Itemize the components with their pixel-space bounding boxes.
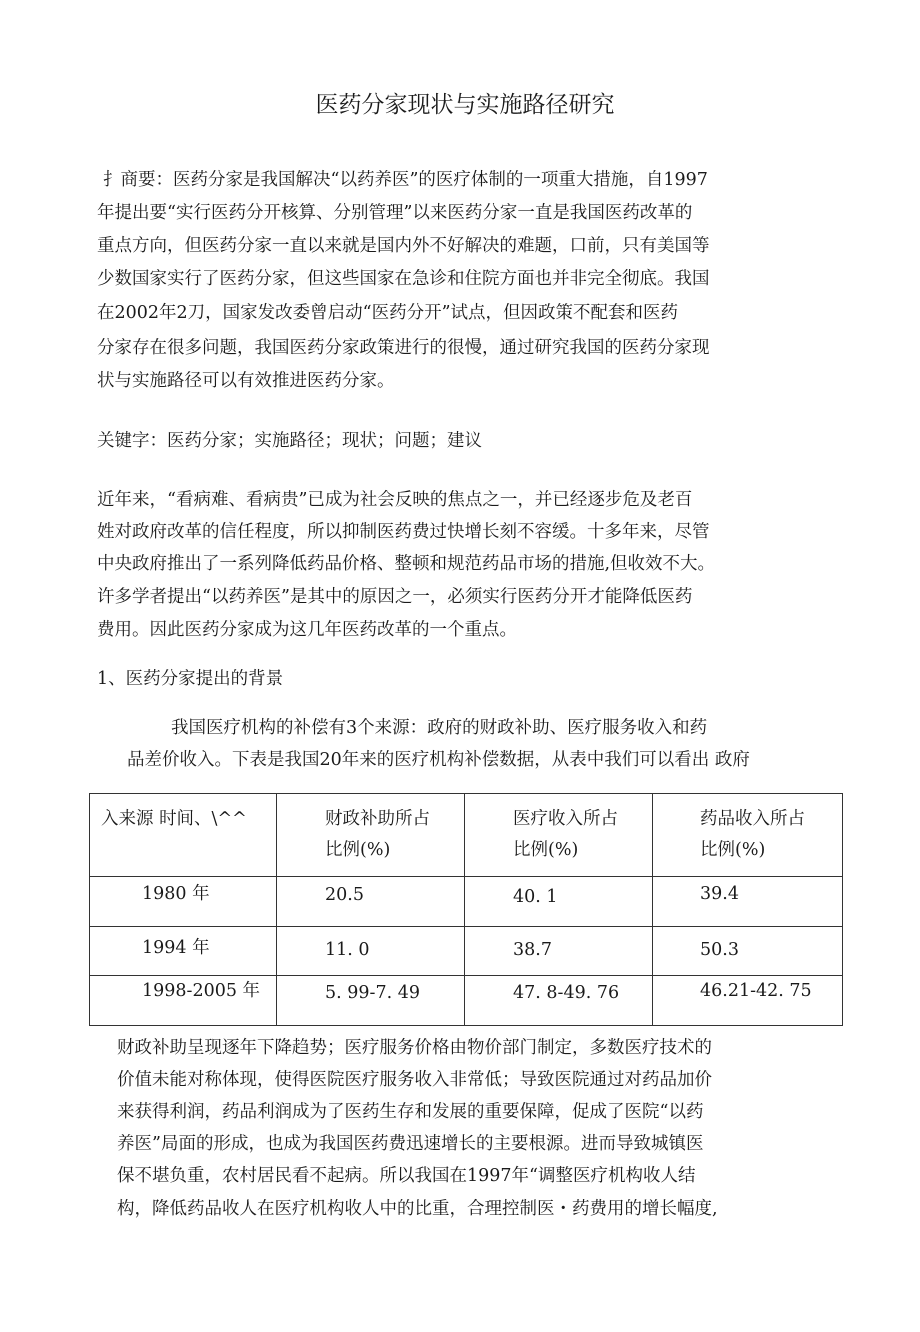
intro-line: 近年来，“看病难、看病贵”已成为社会反映的焦点之一，并已经逐步危及老百 xyxy=(97,490,693,510)
abstract-line: 分家存在很多问题，我国医药分家政策进行的很慢，通过研究我国的医药分家现 xyxy=(97,338,710,358)
table-row xyxy=(90,927,843,976)
body-line: 财政补助呈现逐年下降趋势；医疗服务价格由物价部门制定，多数医疗技术的 xyxy=(117,1038,712,1058)
table-row xyxy=(90,976,843,1026)
table-cell: 1994 年 xyxy=(90,927,277,976)
intro-line: 姓对政府改革的信任程度，所以抑制医药费过快增长刻不容缓。十多年来，尽管 xyxy=(97,522,710,542)
header-label: 药品收入所占 xyxy=(700,809,805,829)
intro-line: 中央政府推出了一系列降低药品价格、整顿和规范药品市场的措施,但收效不大。 xyxy=(97,554,716,574)
table-header-row xyxy=(90,794,843,877)
header-label: 比例(%) xyxy=(325,840,391,860)
table-header-cell xyxy=(653,794,843,877)
table-cell: 5. 99-7. 49 xyxy=(277,976,465,1026)
table-row xyxy=(90,877,843,927)
table-cell: 39.4 xyxy=(653,877,843,927)
table-header-cell xyxy=(277,794,465,877)
compensation-table xyxy=(89,793,843,1026)
table-corner-cell xyxy=(90,794,277,877)
table-cell: 38.7 xyxy=(465,927,653,976)
body-line: 构，降低药品收人在医疗机构收人中的比重，合理控制医・药费用的增长幅度, xyxy=(117,1199,718,1219)
header-label: 医疗收入所占 xyxy=(513,809,618,829)
header-label: 财政补助所占 xyxy=(325,809,430,829)
abstract-line: 年提出要“实行医药分开核算、分别管理”以来医药分家一直是我国医药改革的 xyxy=(97,203,693,223)
abstract-line: 在2002年2刀，国家发改委曾启动“医药分开”试点，但因政策不配套和医药 xyxy=(97,303,679,323)
keywords: 关键字：医药分家；实施路径；现状；问题；建议 xyxy=(97,431,482,451)
body-line: 养医”局面的形成，也成为我国医药费迅速增长的主要根源。进而导致城镇医 xyxy=(117,1134,704,1154)
table-cell: 47. 8-49. 76 xyxy=(465,976,653,1026)
table-cell: 1980 年 xyxy=(90,877,277,927)
abstract-line: 少数国家实行了医药分家，但这些国家在急诊和住院方面也并非完全彻底。我国 xyxy=(97,269,710,289)
intro-line: 费用。因此医药分家成为这几年医药改革的一个重点。 xyxy=(97,620,517,640)
section-heading: 1、医药分家提出的背景 xyxy=(97,669,284,689)
table-corner-label: 入来源 时间、\^^ xyxy=(101,809,247,829)
table-header-cell xyxy=(465,794,653,877)
body-line: 保不堪负重，农村居民看不起病。所以我国在1997年“调整医疗机构收人结 xyxy=(117,1166,696,1186)
body-line: 来获得利润，药品利润成为了医药生存和发展的重要保障，促成了医院“以药 xyxy=(117,1102,704,1122)
header-label: 比例(%) xyxy=(513,840,579,860)
table-cell: 46.21-42. 75 xyxy=(653,976,843,1026)
table-cell: 40. 1 xyxy=(465,877,653,927)
section1-line: 品差价收入。下表是我国20年来的医疗机构补偿数据，从表中我们可以看出 政府 xyxy=(127,750,750,770)
table-cell: 11. 0 xyxy=(277,927,465,976)
page-title: 医药分家现状与实施路径研究 xyxy=(315,92,615,118)
header-label: 比例(%) xyxy=(700,840,766,860)
intro-line: 许多学者提出“以药养医”是其中的原因之一，必须实行医药分开才能降低医药 xyxy=(97,587,693,607)
section1-line: 我国医疗机构的补偿有3个来源：政府的财政补助、医疗服务收入和药 xyxy=(171,718,708,738)
table-cell: 1998-2005 年 xyxy=(90,976,277,1026)
table-cell: 50.3 xyxy=(653,927,843,976)
abstract-line: 重点方向，但医药分家一直以来就是国内外不好解决的难题，口前，只有美国等 xyxy=(97,236,710,256)
abstract-line: 扌商要：医药分家是我国解决“以药养医”的医疗体制的一项重大措施，自1997 xyxy=(103,170,708,190)
body-line: 价值未能对称体现，使得医院医疗服务收入非常低；导致医院通过对药品加价 xyxy=(117,1070,712,1090)
abstract-line: 状与实施路径可以有效推进医药分家。 xyxy=(97,371,395,391)
table-cell: 20.5 xyxy=(277,877,465,927)
